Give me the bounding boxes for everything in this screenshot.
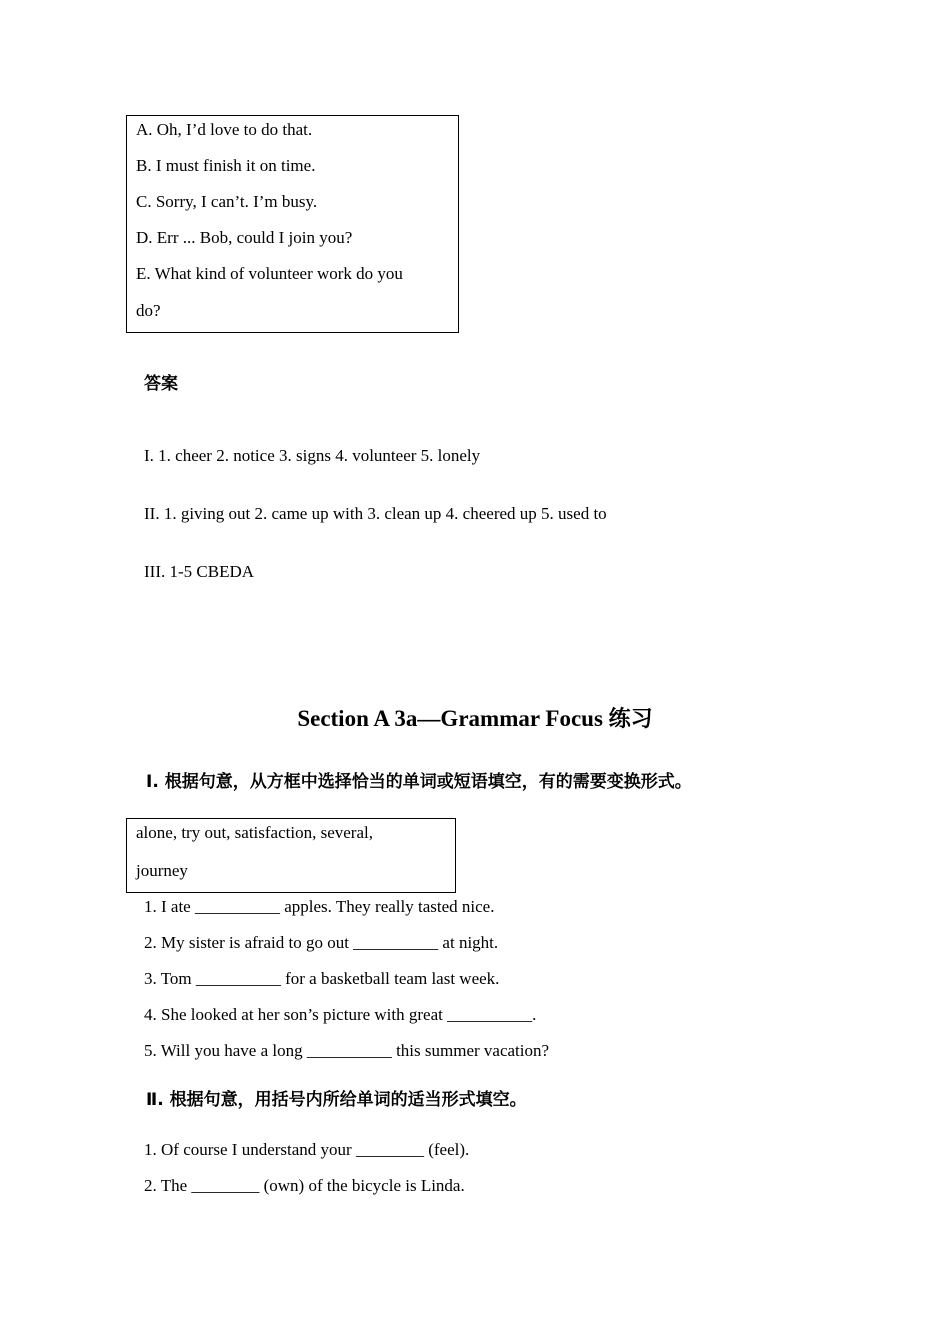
answers-heading: 答案 xyxy=(144,374,178,394)
options-box xyxy=(126,115,459,333)
part1-question-1: 1. I ate __________ apples. They really tasted nice. xyxy=(144,897,495,916)
option-a: A. Oh, I’d love to do that. xyxy=(136,120,313,139)
option-e-continued: do? xyxy=(136,301,161,320)
section-title xyxy=(0,702,950,733)
answer-line-2: II. 1. giving out 2. came up with 3. clean up 4. cheered up 5. used to xyxy=(144,504,607,523)
option-c: C. Sorry, I can’t. I’m busy. xyxy=(136,192,318,211)
part1-question-5: 5. Will you have a long __________ this summer vacation? xyxy=(144,1041,550,1060)
section-title-en: Section A 3a—Grammar Focus xyxy=(297,706,609,731)
option-b: B. I must finish it on time. xyxy=(136,156,316,175)
part1-question-2: 2. My sister is afraid to go out __________ at night. xyxy=(144,933,499,952)
option-e: E. What kind of volunteer work do you xyxy=(136,264,403,283)
answer-line-1: I. 1. cheer 2. notice 3. signs 4. volunteer 5. lonely xyxy=(144,446,481,465)
part2-question-2: 2. The ________ (own) of the bicycle is Linda. xyxy=(144,1176,465,1195)
part1-question-4: 4. She looked at her son’s picture with great __________. xyxy=(144,1005,537,1024)
part2-instruction: Ⅱ. 根据句意，用括号内所给单词的适当形式填空。 xyxy=(146,1090,527,1110)
answer-line-3: III. 1-5 CBEDA xyxy=(144,562,255,581)
section-title-cn: 练习 xyxy=(608,707,653,732)
part2-question-1: 1. Of course I understand your ________ (feel). xyxy=(144,1140,470,1159)
option-d: D. Err ... Bob, could I join you? xyxy=(136,228,353,247)
word-box-line-1: alone, try out, satisfaction, several, xyxy=(136,823,373,842)
part1-question-3: 3. Tom __________ for a basketball team last week. xyxy=(144,969,500,988)
word-box-line-2: journey xyxy=(136,861,188,880)
part1-instruction: Ⅰ. 根据句意，从方框中选择恰当的单词或短语填空，有的需要变换形式。 xyxy=(146,772,692,792)
